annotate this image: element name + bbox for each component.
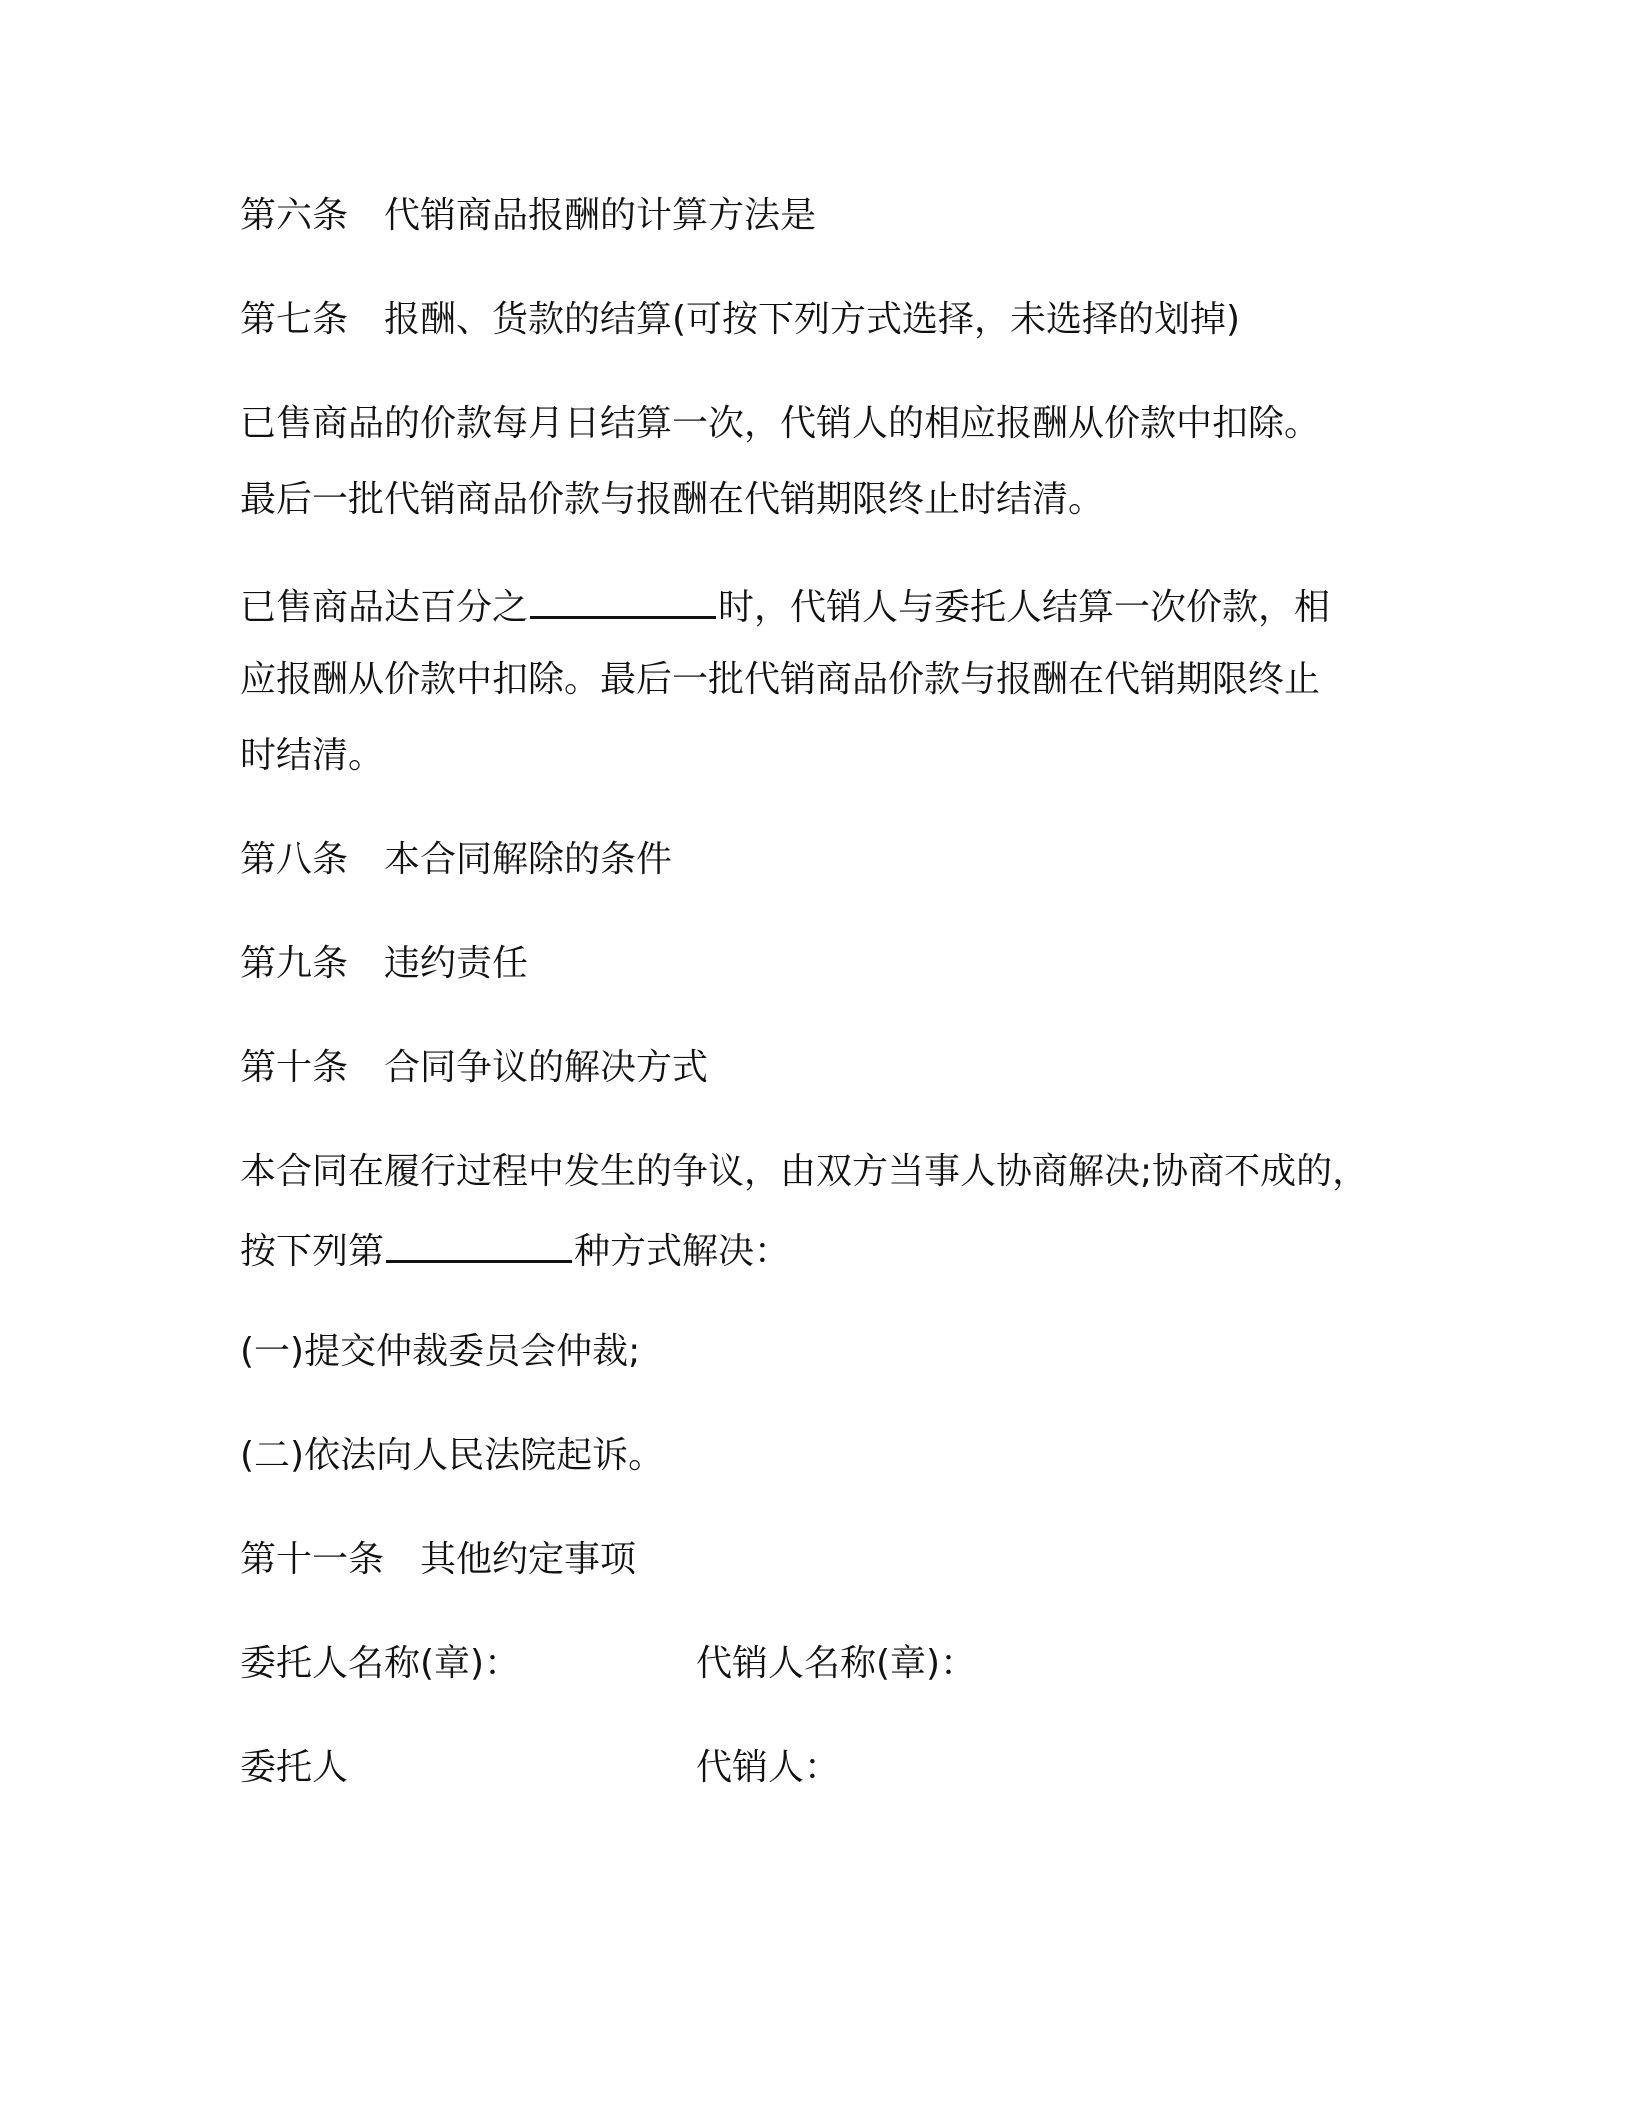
clause-title: 本合同解除的条件 [384,839,673,880]
clause-9 [240,943,529,984]
clause-title: 代销商品报酬的计算方法是 [384,195,817,236]
paragraph-line: 已售商品达百分之 时，代销人与委托人结算一次价款，相 [240,587,1331,628]
principal-label: 委托人 [240,1747,349,1788]
clause-number: 第九条 [240,943,349,984]
clause-number: 第七条 [240,299,349,340]
clause-number: 第十条 [240,1047,349,1088]
clause-title: 报酬、货款的结算(可按下列方式选择，未选择的划掉) [384,299,1241,340]
clause-title: 违约责任 [384,943,529,984]
principal-name-label: 委托人名称(章)： [240,1643,521,1684]
clause-number: 第八条 [240,839,349,880]
clause-6 [240,195,817,236]
clause-title: 合同争议的解决方式 [384,1047,709,1088]
option-litigation: (二)依法向人民法院起诉。 [240,1435,665,1476]
clause-number: 第六条 [240,195,349,236]
percent-blank [530,586,716,619]
paragraph-line: 时结清。 [240,735,385,776]
agent-name-label: 代销人名称(章)： [696,1643,977,1684]
paragraph-line: 已售商品的价款每月日结算一次，代销人的相应报酬从价款中扣除。 [240,403,1321,444]
method-blank [386,1230,572,1263]
paragraph-line: 按下列第 种方式解决： [240,1231,791,1272]
clause-11 [240,1539,637,1580]
clause-7 [240,299,1241,340]
agent-label: 代销人： [696,1747,841,1788]
clause-8 [240,839,673,880]
clause-10 [240,1047,709,1088]
option-arbitration: (一)提交仲裁委员会仲裁; [240,1331,641,1372]
paragraph-line: 应报酬从价款中扣除。最后一批代销商品价款与报酬在代销期限终止 [240,659,1321,700]
clause-number: 第十一条 [240,1539,385,1580]
paragraph-line: 最后一批代销商品价款与报酬在代销期限终止时结清。 [240,479,1105,520]
clause-title: 其他约定事项 [420,1539,637,1580]
paragraph-line: 本合同在履行过程中发生的争议，由双方当事人协商解决;协商不成的， [240,1151,1369,1192]
